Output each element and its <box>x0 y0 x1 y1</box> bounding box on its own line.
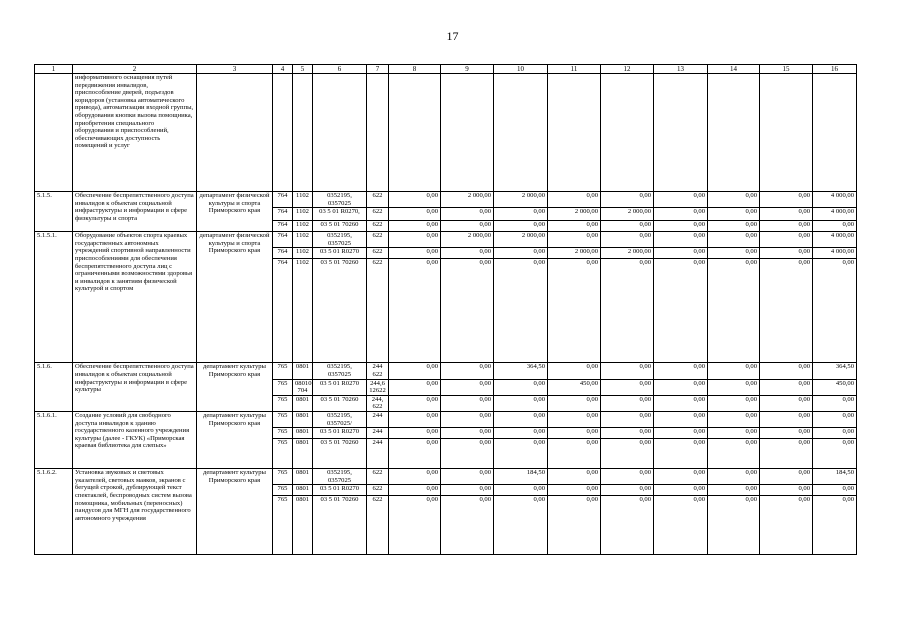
table-cell: 1102 <box>293 221 313 232</box>
table-cell: 0,00 <box>548 439 601 469</box>
table-cell <box>441 74 494 192</box>
table-cell: 0,00 <box>601 439 654 469</box>
table-cell: 0801 <box>293 469 313 485</box>
table-cell: 0,00 <box>708 496 760 555</box>
header-row <box>35 65 857 74</box>
table-cell: 0,00 <box>760 232 813 248</box>
table-cell: 0,00 <box>494 395 548 411</box>
table-cell: 0,00 <box>760 428 813 439</box>
table-cell <box>813 74 857 192</box>
table-cell: 0801 <box>293 485 313 496</box>
table-cell: 622 <box>367 248 389 259</box>
table-cell: 1102 <box>293 208 313 221</box>
table-cell: 244 622 <box>367 363 389 379</box>
table-cell: 244 <box>367 411 389 427</box>
table-cell: 0,00 <box>654 496 708 555</box>
table-cell: 0,00 <box>494 411 548 427</box>
table-row <box>35 411 857 427</box>
table-cell <box>494 74 548 192</box>
table-cell: 0,00 <box>708 363 760 379</box>
table-cell: 0,00 <box>760 248 813 259</box>
table-cell: 0,00 <box>708 428 760 439</box>
table-cell: 0,00 <box>494 379 548 395</box>
table-cell: 0,00 <box>813 439 857 469</box>
table-row <box>35 469 857 485</box>
table-cell: 244, 622 <box>367 395 389 411</box>
table-cell: 0,00 <box>760 221 813 232</box>
column-header: 12 <box>601 65 654 74</box>
row-description: Установка звуковых и световых указателей, световых маяков, экранов с бегущей строкой, дублирующей текст спектаклей, беспроводных систем вызова помощника, мобильных (переносных) пандусов для МГН для государственного автономного учреждения <box>73 469 197 555</box>
table-cell: 0,00 <box>494 439 548 469</box>
table-cell <box>708 74 760 192</box>
table-cell: 0352195, 0357025 <box>313 192 367 208</box>
table-cell: 0352195, 0357025 <box>313 363 367 379</box>
row-description: Обеспечение беспрепятственного доступа инвалидов к объектам социальной инфраструктуры и информации в сфере физкультуры и спорта <box>73 192 197 232</box>
table-cell: 4 000,00 <box>813 208 857 221</box>
table-cell: 0,00 <box>708 485 760 496</box>
table-cell: 0,00 <box>813 221 857 232</box>
table-cell: 0,00 <box>708 248 760 259</box>
table-cell: 764 <box>273 221 293 232</box>
table-cell: 0,00 <box>601 496 654 555</box>
table-cell: 03 5 01 70260 <box>313 439 367 469</box>
table-cell: 0,00 <box>760 485 813 496</box>
row-number: 5.1.5. <box>35 192 73 232</box>
table-cell: 0801 <box>293 496 313 555</box>
table-cell: 0801 <box>293 439 313 469</box>
column-header: 15 <box>760 65 813 74</box>
row-number <box>35 74 73 192</box>
table-cell: 0,00 <box>389 232 441 248</box>
table-cell: 0,00 <box>548 395 601 411</box>
table-cell: 0,00 <box>760 259 813 363</box>
table-row <box>35 363 857 379</box>
table-cell: 1102 <box>293 259 313 363</box>
table-cell: 0,00 <box>548 428 601 439</box>
table-cell: 622 <box>367 208 389 221</box>
table-cell: 765 <box>273 395 293 411</box>
table-cell: 364,50 <box>813 363 857 379</box>
column-header: 7 <box>367 65 389 74</box>
table-cell: 0801 <box>293 428 313 439</box>
table-cell: 0,00 <box>601 192 654 208</box>
table-cell: 0,00 <box>441 208 494 221</box>
table-cell: 0,00 <box>601 469 654 485</box>
table-cell: 0352195, 0357025 <box>313 469 367 485</box>
table-cell: 0,00 <box>760 469 813 485</box>
table-row <box>35 74 857 192</box>
table-cell: 03 5 01 70260 <box>313 221 367 232</box>
table-cell: 0,00 <box>813 485 857 496</box>
table-cell: 0,00 <box>548 411 601 427</box>
table-cell: 0,00 <box>441 379 494 395</box>
budget-table <box>34 64 857 555</box>
row-number: 5.1.5.1. <box>35 232 73 363</box>
table-cell: 364,50 <box>494 363 548 379</box>
table-cell <box>548 74 601 192</box>
column-header: 16 <box>813 65 857 74</box>
table-cell: 0,00 <box>708 379 760 395</box>
table-cell: 0,00 <box>548 232 601 248</box>
table-cell: 0,00 <box>813 428 857 439</box>
table-cell: 622 <box>367 232 389 248</box>
table-cell: 0,00 <box>760 363 813 379</box>
table-cell: 0,00 <box>654 221 708 232</box>
table-cell: 0,00 <box>389 363 441 379</box>
table-cell: 0,00 <box>389 469 441 485</box>
table-cell: 2 000,00 <box>494 192 548 208</box>
table-cell: 0,00 <box>760 208 813 221</box>
table-cell: 0,00 <box>708 232 760 248</box>
table-cell: 0,00 <box>654 395 708 411</box>
row-number: 5.1.6.1. <box>35 411 73 468</box>
page-number: 17 <box>446 29 459 43</box>
table-cell: 0,00 <box>601 428 654 439</box>
column-header: 11 <box>548 65 601 74</box>
table-cell: 0,00 <box>389 439 441 469</box>
table-cell: 0,00 <box>389 411 441 427</box>
table-cell: 622 <box>367 192 389 208</box>
table-cell: 244,6 12622 <box>367 379 389 395</box>
table-cell: 184,50 <box>813 469 857 485</box>
table-cell <box>273 74 293 192</box>
table-cell: 0,00 <box>389 208 441 221</box>
table-cell: 08010 704 <box>293 379 313 395</box>
table-cell: 0,00 <box>441 363 494 379</box>
row-number: 5.1.6.2. <box>35 469 73 555</box>
table-cell <box>389 74 441 192</box>
table-cell: 0,00 <box>441 248 494 259</box>
table-cell: 0,00 <box>389 221 441 232</box>
table-cell: 03 5 01 70260 <box>313 395 367 411</box>
table-cell: 2 000,00 <box>494 232 548 248</box>
table-cell: 765 <box>273 469 293 485</box>
row-description: Создание условий для свободного доступа инвалидов к зданию государственного казенного учреждения культуры (далее - ГКУК) «Приморская краевая библиотека для слепых» <box>73 411 197 468</box>
table-cell: 764 <box>273 259 293 363</box>
table-cell: 0,00 <box>760 439 813 469</box>
column-header: 13 <box>654 65 708 74</box>
table-cell: 1102 <box>293 248 313 259</box>
table-cell: 0,00 <box>654 259 708 363</box>
table-cell: 1102 <box>293 232 313 248</box>
row-department: департамент культуры Приморского края <box>197 469 273 555</box>
table-cell: 0,00 <box>548 259 601 363</box>
table-cell: 1102 <box>293 192 313 208</box>
table-cell: 0,00 <box>760 496 813 555</box>
table-cell: 0,00 <box>441 259 494 363</box>
table-row <box>35 192 857 208</box>
row-department: департамент физической культуры и спорта Приморского края <box>197 192 273 232</box>
table-cell: 0,00 <box>389 496 441 555</box>
table-cell: 764 <box>273 232 293 248</box>
table-cell: 0,00 <box>494 221 548 232</box>
table-cell: 0,00 <box>654 208 708 221</box>
row-department: департамент культуры Приморского края <box>197 363 273 412</box>
column-header: 4 <box>273 65 293 74</box>
table-cell: 0,00 <box>708 259 760 363</box>
table-cell: 622 <box>367 496 389 555</box>
table-cell: 0,00 <box>548 192 601 208</box>
table-cell: 0,00 <box>813 259 857 363</box>
table-cell: 0,00 <box>494 208 548 221</box>
table-cell: 0,00 <box>654 363 708 379</box>
table-cell: 765 <box>273 411 293 427</box>
table-cell: 0,00 <box>601 221 654 232</box>
table-cell: 0352195, 0357025 <box>313 232 367 248</box>
table-cell: 0,00 <box>601 485 654 496</box>
table-cell: 2 000,00 <box>441 192 494 208</box>
table-cell <box>367 74 389 192</box>
column-header: 2 <box>73 65 197 74</box>
table-cell: 0,00 <box>654 232 708 248</box>
table-cell: 0,00 <box>813 496 857 555</box>
table-cell <box>760 74 813 192</box>
table-cell: 0,00 <box>389 192 441 208</box>
column-header: 5 <box>293 65 313 74</box>
table-cell: 0,00 <box>441 221 494 232</box>
table-cell: 0,00 <box>654 439 708 469</box>
table-cell: 2 000,00 <box>601 248 654 259</box>
table-cell: 0,00 <box>494 248 548 259</box>
table-cell: 0,00 <box>389 428 441 439</box>
table-cell: 0,00 <box>813 395 857 411</box>
table-cell: 0,00 <box>708 395 760 411</box>
table-cell: 0801 <box>293 363 313 379</box>
table-cell: 0,00 <box>708 208 760 221</box>
column-header: 8 <box>389 65 441 74</box>
row-department: департамент физической культуры и спорта Приморского края <box>197 232 273 363</box>
table-cell: 622 <box>367 259 389 363</box>
table-cell: 0,00 <box>441 439 494 469</box>
table-cell: 0,00 <box>548 221 601 232</box>
table-cell: 03 5 01 R0270 <box>313 379 367 395</box>
table-cell <box>293 74 313 192</box>
table-cell: 0,00 <box>601 379 654 395</box>
table-cell: 0,00 <box>494 428 548 439</box>
table-cell: 244 <box>367 439 389 469</box>
table-cell: 0,00 <box>389 259 441 363</box>
table-cell: 0,00 <box>441 411 494 427</box>
table-cell: 450,00 <box>813 379 857 395</box>
table-cell: 4 000,00 <box>813 232 857 248</box>
table-cell: 244 <box>367 428 389 439</box>
table-cell: 03 5 01 R0270, <box>313 208 367 221</box>
table-cell: 2 000,00 <box>601 208 654 221</box>
table-cell: 0,00 <box>654 379 708 395</box>
table-cell: 0,00 <box>441 395 494 411</box>
table-row <box>35 232 857 248</box>
table-cell: 765 <box>273 485 293 496</box>
table-cell: 0,00 <box>654 485 708 496</box>
table-cell: 0,00 <box>548 485 601 496</box>
table-cell: 4 000,00 <box>813 192 857 208</box>
table-cell: 622 <box>367 469 389 485</box>
table-cell: 0,00 <box>441 496 494 555</box>
table-cell: 03 5 01 70260 <box>313 259 367 363</box>
table-cell: 0,00 <box>494 485 548 496</box>
table-cell: 450,00 <box>548 379 601 395</box>
table-cell: 0352195, 0357025/ <box>313 411 367 427</box>
table-cell: 0,00 <box>760 379 813 395</box>
table-cell: 0,00 <box>708 192 760 208</box>
table-cell: 0,00 <box>548 469 601 485</box>
table-cell: 0,00 <box>601 363 654 379</box>
column-header: 14 <box>708 65 760 74</box>
table-cell: 0,00 <box>760 411 813 427</box>
table-cell: 0801 <box>293 395 313 411</box>
table-cell: 0,00 <box>548 496 601 555</box>
table-cell: 0,00 <box>494 496 548 555</box>
table-cell: 0,00 <box>601 259 654 363</box>
row-description: Обеспечение беспрепятственного доступа инвалидов к объектам социальной инфраструктуры и информации в сфере культуры <box>73 363 197 412</box>
table-cell: 0,00 <box>708 221 760 232</box>
table-cell: 0,00 <box>708 469 760 485</box>
table-cell: 0,00 <box>654 428 708 439</box>
column-header: 3 <box>197 65 273 74</box>
table-cell: 622 <box>367 485 389 496</box>
table-cell: 765 <box>273 496 293 555</box>
table-cell: 03 5 01 R0270 <box>313 248 367 259</box>
table-cell: 765 <box>273 439 293 469</box>
table-cell: 0,00 <box>601 232 654 248</box>
table-cell: 0,00 <box>654 469 708 485</box>
table-cell: 0,00 <box>548 363 601 379</box>
table-cell: 03 5 01 R0270 <box>313 428 367 439</box>
table-cell: 0,00 <box>813 411 857 427</box>
table-cell: 764 <box>273 192 293 208</box>
table-cell: 0,00 <box>654 192 708 208</box>
table-cell: 184,50 <box>494 469 548 485</box>
table-cell: 0801 <box>293 411 313 427</box>
row-number: 5.1.6. <box>35 363 73 412</box>
table-cell: 0,00 <box>441 428 494 439</box>
table-cell: 03 5 01 R0270 <box>313 485 367 496</box>
table-cell: 0,00 <box>654 248 708 259</box>
table-cell: 2 000,00 <box>548 248 601 259</box>
table-cell: 622 <box>367 221 389 232</box>
column-header: 6 <box>313 65 367 74</box>
table-cell: 0,00 <box>494 259 548 363</box>
table-cell: 764 <box>273 208 293 221</box>
table-cell: 0,00 <box>708 439 760 469</box>
table-cell: 0,00 <box>601 411 654 427</box>
table-cell: 765 <box>273 379 293 395</box>
row-department: департамент культуры Приморского края <box>197 411 273 468</box>
table-cell: 0,00 <box>654 411 708 427</box>
table-cell: 0,00 <box>601 395 654 411</box>
table-cell: 2 000,00 <box>441 232 494 248</box>
table-cell: 0,00 <box>708 411 760 427</box>
table-cell: 0,00 <box>441 469 494 485</box>
table-cell: 0,00 <box>389 395 441 411</box>
table-cell: 0,00 <box>760 192 813 208</box>
table-cell: 0,00 <box>389 485 441 496</box>
table-cell <box>313 74 367 192</box>
row-department <box>197 74 273 192</box>
table-cell: 0,00 <box>760 395 813 411</box>
table-cell: 765 <box>273 363 293 379</box>
column-header: 1 <box>35 65 73 74</box>
table-cell: 0,00 <box>389 248 441 259</box>
row-description: Оборудование объектов спорта краевых государственных автономных учреждений спортивной направленности приспособлениями для обеспечения беспрепятственного доступа лиц с ограниченными возможностями здоровья и инвалидов к занятиям физической культурой и спортом <box>73 232 197 363</box>
table-cell: 764 <box>273 248 293 259</box>
table-cell: 4 000,00 <box>813 248 857 259</box>
table-cell <box>601 74 654 192</box>
table-cell: 03 5 01 70260 <box>313 496 367 555</box>
table-cell: 765 <box>273 428 293 439</box>
row-description: информативного оснащения путей передвижения инвалидов, приспособление дверей, подъездов коридоров (установка автоматического привода), автоматизации входной группы, оборудования кнопки вызова помощника, приобретения специального оборудования и приспособлений, обеспечивающих доступность помещений и услуг <box>73 74 197 192</box>
column-header: 10 <box>494 65 548 74</box>
table-cell: 2 000,00 <box>548 208 601 221</box>
table-cell <box>654 74 708 192</box>
column-header: 9 <box>441 65 494 74</box>
table-cell: 0,00 <box>441 485 494 496</box>
table-cell: 0,00 <box>389 379 441 395</box>
